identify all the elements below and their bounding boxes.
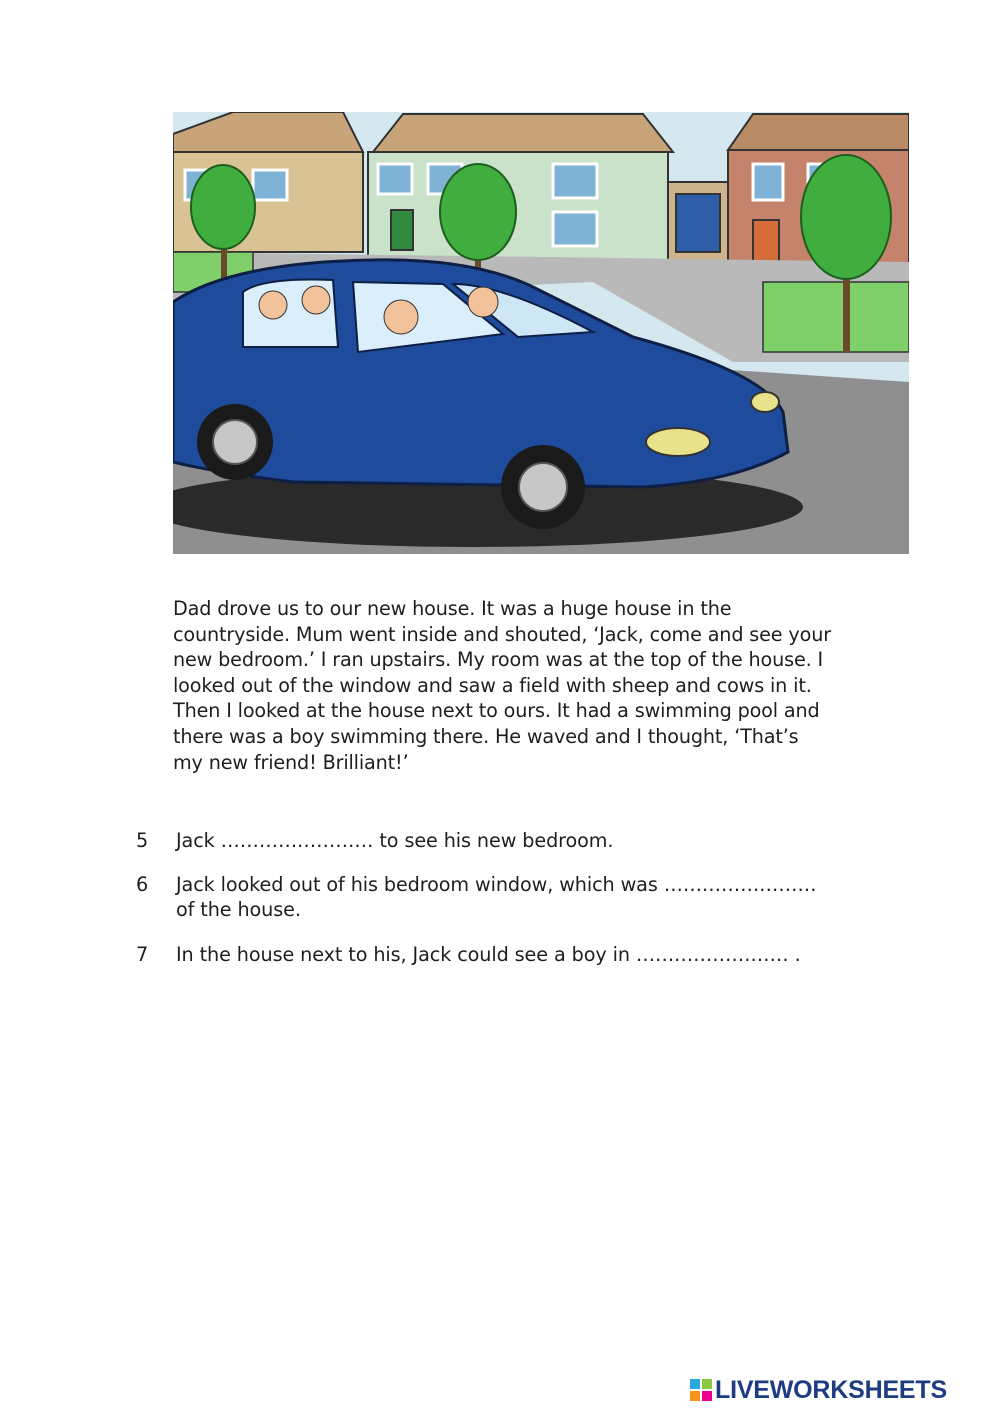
liveworksheets-logo-icon (690, 1379, 712, 1401)
question-number: 5 (136, 829, 149, 852)
question-5 (136, 828, 916, 854)
family-car-scene-icon (173, 112, 909, 554)
brand-name: LIVEWORKSHEETS (715, 1375, 947, 1404)
question-number: 6 (136, 873, 149, 896)
question-text: In the house next to his, Jack could see a boy in …………………… . (176, 943, 801, 966)
question-number: 7 (136, 943, 149, 966)
question-text: Jack …………………… to see his new bedroom. (176, 829, 614, 852)
question-7 (136, 942, 916, 968)
story-illustration (173, 112, 909, 554)
story-paragraph: Dad drove us to our new house. It was a huge house in the countryside. Mum went inside and shouted, ‘Jack, come and see your new bedroom.’ I ran upstairs. My room was at the top of the house. I looked out of the window and saw a field with sheep and cows in it. Then I looked at the house next to ours. It had a swimming pool and there was a boy swimming there. He waved and I thought, ‘That’s my new friend! Brilliant!’ (173, 597, 831, 774)
question-text: Jack looked out of his bedroom window, which was …………………… of the house. (176, 873, 817, 921)
question-6 (136, 872, 916, 924)
liveworksheets-branding (690, 1376, 947, 1404)
